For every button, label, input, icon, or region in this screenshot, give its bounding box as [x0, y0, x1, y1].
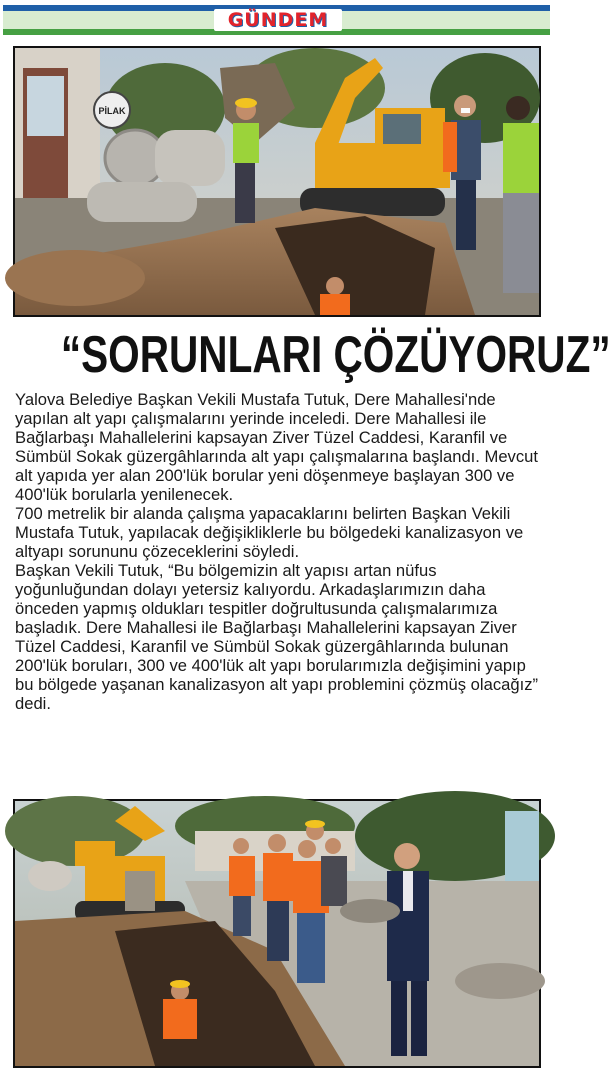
excavation-scene-illustration: [15, 48, 539, 315]
article-headline: “SORUNLARI ÇÖZÜYORUZ”: [60, 326, 611, 384]
top-photo-excavation: [13, 46, 541, 317]
section-header-band: [3, 5, 550, 35]
article-paragraph: 700 metrelik bir alanda çalışma yapacaklarını belirten Başkan Vekili Mustafa Tutuk, yapılacak değişikliklerle bu bölgedeki kanalizasyon ve altyapı sorununu çözeceklerini söyledi.: [15, 504, 524, 561]
bottom-photo-inspection: [13, 799, 541, 1068]
inspection-scene-illustration: [15, 801, 539, 1066]
section-title: GÜNDEM: [227, 9, 329, 31]
section-title-box: [214, 9, 342, 31]
shop-sign-text: PİLAK: [98, 106, 126, 116]
article-paragraph: Yalova Belediye Başkan Vekili Mustafa Tutuk, Dere Mahallesi'nde yapılan alt yapı çalışmalarını yerinde inceledi. Dere Mahallesi ile Bağlarbaşı Mahallelerini kapsayan Ziver Tüzel Caddesi, Karanfil ve Sümbül Sokak güzergâhlarında alt yapı çalışmalarına başlandı. Mevcut alt yapıda yer alan 200'lük borular yeni döşenmeye başlayan 300 ve 400'lük borularla yenilenecek.: [15, 390, 538, 504]
article-body: [15, 390, 543, 713]
article-paragraph: Başkan Vekili Tutuk, “Bu bölgemizin alt yapısı artan nüfus yoğunluğundan dolayı yetersiz kalıyordu. Arkadaşlarımızın daha önceden yapmış oldukları tespitler doğrultusunda çalışmalarımıza başladık. Dere Mahallesi ile Bağlarbaşı Mahallelerini kapsayan Ziver Tüzel Caddesi, Karanfil ve Sümbül Sokak güzergâhlarında bulunan 200'lük boruları, 300 ve 400'lük alt yapı borularımızla değişimini yapıp bu bölgede yaşanan kanalizasyon alt yapı problemini çözmüş olacağız” dedi.: [15, 561, 539, 713]
